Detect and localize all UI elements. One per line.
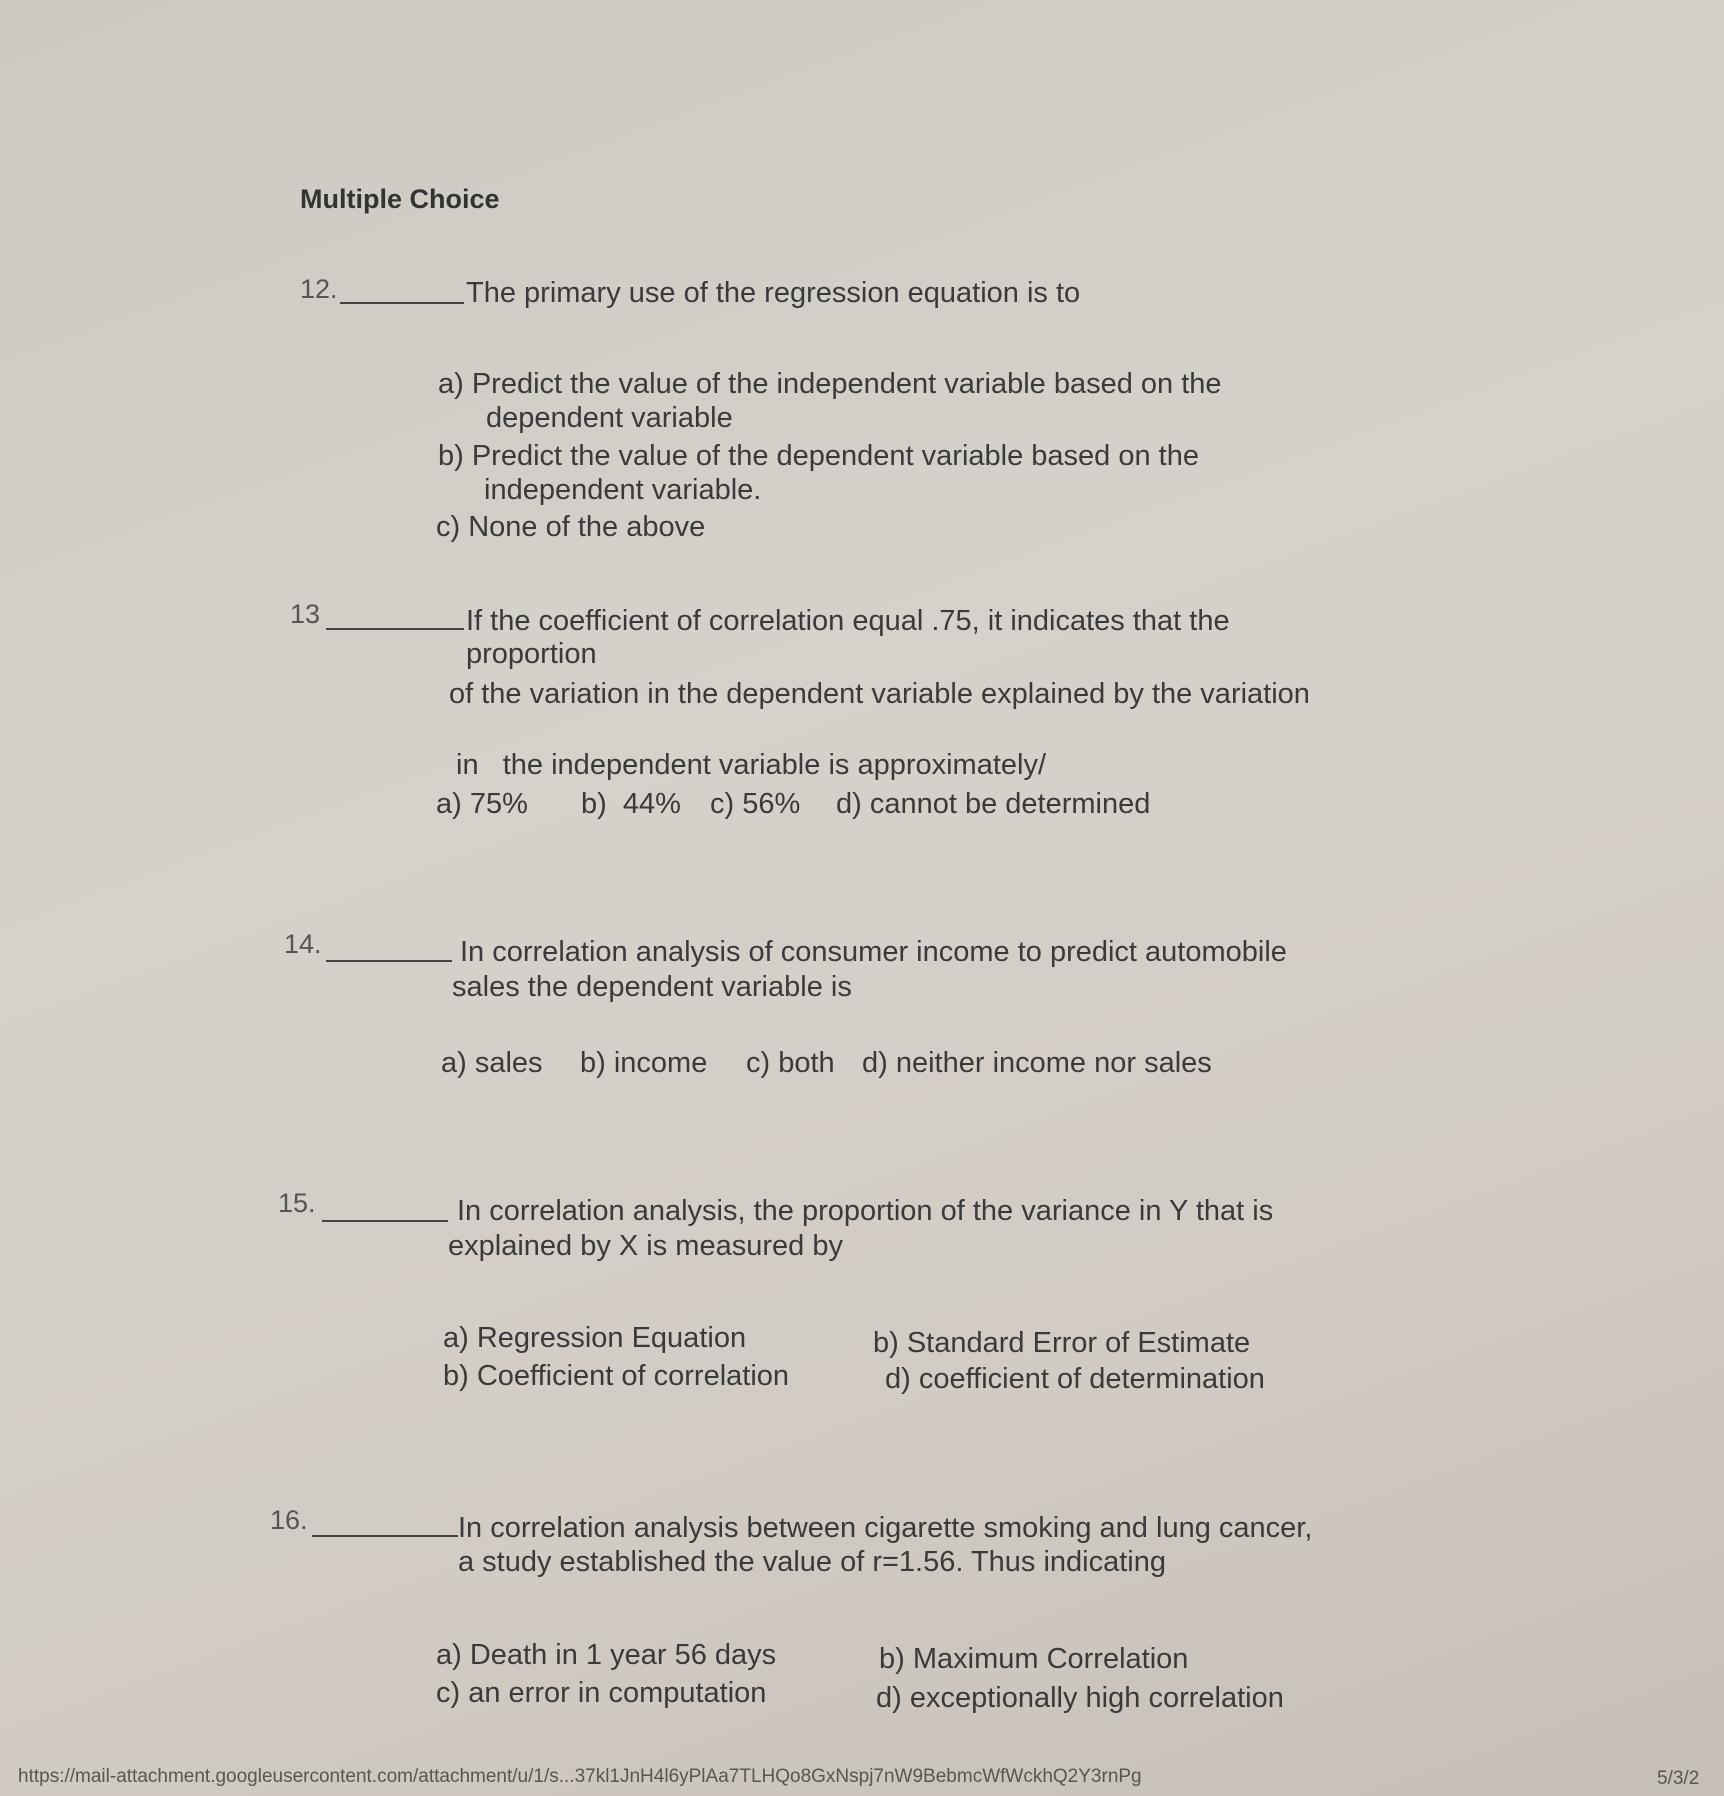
question-number: 16.	[270, 1505, 308, 1535]
answer-blank[interactable]	[326, 960, 452, 962]
option-a: a) sales	[441, 1047, 543, 1079]
question-number: 15.	[278, 1188, 316, 1218]
footer-url: https://mail-attachment.googleusercontent.com/attachment/u/1/s...37kl1JnH4l6yPlAa7TLHQo8GxNspj7nW9BebmcWfWckhQ2Y3rnPg	[18, 1766, 1142, 1787]
question-text: If the coefficient of correlation equal .75, it indicates that the	[466, 605, 1230, 637]
answer-blank[interactable]	[326, 628, 464, 630]
option-d: d) neither income nor sales	[862, 1047, 1212, 1079]
question-text: a study established the value of r=1.56. Thus indicating	[458, 1546, 1167, 1578]
option-b: b) Predict the value of the dependent variable based on the	[438, 440, 1199, 472]
option-c: c) None of the above	[436, 511, 706, 543]
option-d: d) coefficient of determination	[885, 1363, 1265, 1395]
footer-date: 5/3/2	[1657, 1768, 1700, 1789]
question-text: explained by X is measured by	[448, 1230, 843, 1262]
option-a: a) Death in 1 year 56 days	[436, 1639, 777, 1671]
question-text: In correlation analysis between cigarette smoking and lung cancer,	[458, 1512, 1313, 1544]
question-text: sales the dependent variable is	[452, 971, 852, 1003]
answer-blank[interactable]	[340, 302, 464, 304]
option-a: a) Predict the value of the independent variable based on the	[438, 368, 1222, 400]
option-b: b) Standard Error of Estimate	[873, 1327, 1251, 1359]
question-text: In correlation analysis of consumer income to predict automobile	[460, 936, 1287, 968]
option-b: b) 44%	[581, 788, 681, 820]
option-a: a) Regression Equation	[443, 1322, 747, 1354]
option-b: b) income	[580, 1047, 708, 1079]
option-c: b) Coefficient of correlation	[443, 1360, 790, 1392]
question-number: 13	[290, 599, 321, 629]
option-d: d) exceptionally high correlation	[876, 1682, 1284, 1714]
option-a: a) 75%	[436, 788, 528, 820]
question-text: proportion	[466, 638, 597, 670]
option-b-cont: independent variable.	[484, 474, 762, 506]
question-text: In correlation analysis, the proportion of the variance in Y that is	[457, 1195, 1274, 1227]
question-number: 12.	[300, 274, 338, 304]
question-text: in the independent variable is approximately/	[456, 749, 1047, 781]
option-a-cont: dependent variable	[486, 402, 733, 434]
question-text: of the variation in the dependent variable explained by the variation	[449, 678, 1310, 710]
section-title: Multiple Choice	[300, 184, 500, 214]
question-number: 14.	[284, 929, 322, 959]
answer-blank[interactable]	[322, 1220, 448, 1222]
answer-blank[interactable]	[312, 1535, 458, 1537]
option-c: c) an error in computation	[436, 1677, 767, 1709]
option-c: c) both	[746, 1047, 835, 1079]
question-text: The primary use of the regression equation is to	[466, 277, 1081, 309]
option-b: b) Maximum Correlation	[879, 1643, 1189, 1675]
option-d: d) cannot be determined	[836, 788, 1151, 820]
option-c: c) 56%	[710, 788, 801, 820]
